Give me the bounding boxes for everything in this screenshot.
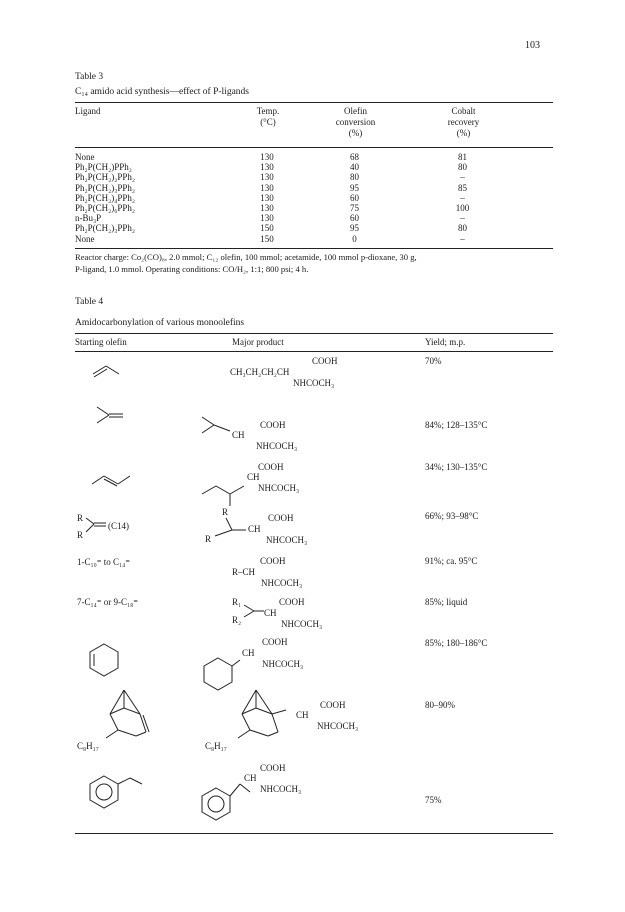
olefin-label-1: Olefin: [344, 106, 367, 116]
olefin-label-2: conversion: [335, 117, 376, 127]
cell-olefin-conversion: 80: [350, 172, 359, 183]
table-row: [75, 193, 523, 203]
r3-cooh: COOH: [258, 462, 284, 472]
cell-cobalt-recovery: 81: [458, 152, 467, 162]
cobalt-label-3: (%): [456, 128, 471, 138]
phenethyl-structure: [200, 778, 250, 828]
table-row: [75, 183, 523, 193]
cell-ligand: Ph₂P(CH₂)₂PPh₂: [75, 172, 136, 183]
cell-cobalt-recovery: –: [460, 233, 465, 244]
cell-cobalt-recovery: 80: [458, 162, 467, 173]
table3-header-temp: [228, 106, 308, 128]
cell-temp: 130: [260, 162, 274, 173]
cell-olefin-conversion: 60: [350, 192, 359, 203]
r5-olefin: 1-C₁₀⁼ to C₁₄⁼: [77, 557, 131, 567]
r8-olefin-sub: C₈H₁₇: [77, 741, 99, 751]
r7-cooh: COOH: [262, 637, 288, 647]
r1-nhcoch3: NHCOCH₃: [293, 378, 335, 388]
temp-label: Temp.: [256, 106, 280, 116]
cell-olefin-conversion: 0: [352, 233, 357, 244]
r4-r-top: R: [77, 513, 84, 523]
table3-title: C₁₄ amido acid synthesis—effect of P-ligands: [75, 87, 249, 97]
r9-cooh: COOH: [260, 763, 286, 773]
table-row: [75, 213, 523, 223]
r6-yield: 85%; liquid: [425, 597, 468, 607]
cell-cobalt-recovery: 85: [458, 182, 467, 193]
table-row: [75, 152, 523, 162]
r2-nhcoch3: NHCOCH₃: [256, 441, 298, 451]
table3-header-rule: [75, 147, 553, 148]
r2-yield: 84%; 128–135°C: [425, 420, 488, 430]
cobalt-label-1: Cobalt: [451, 106, 476, 116]
sec-butyl-skeleton: [200, 478, 250, 508]
temp-unit: (°C): [260, 117, 276, 127]
table3-note: [75, 251, 555, 275]
cell-cobalt-recovery: –: [460, 172, 465, 183]
r8-yield: 80–90%: [425, 700, 455, 710]
table-row: [75, 223, 523, 233]
cell-ligand: None: [75, 233, 95, 244]
r3-yield: 34%; 130–135°C: [425, 462, 488, 472]
butene-structure: [90, 470, 140, 490]
r1-cooh: COOH: [312, 356, 338, 366]
r5-yield: 91%; ca. 95°C: [425, 556, 478, 566]
r3-ch: CH: [247, 472, 260, 482]
cell-ligand: Ph₂P(CH₂)₆PPh₂: [75, 203, 136, 214]
page-number: 103: [525, 40, 540, 51]
r4-ch: CH: [248, 524, 261, 534]
r5-rch: R–CH: [232, 567, 256, 577]
table3-label: Table 3: [75, 72, 104, 82]
table4-header-product: Major product: [232, 337, 284, 347]
r8-nhcoch3: NHCOCH₃: [317, 721, 359, 731]
cell-temp: 130: [260, 172, 274, 183]
r2-ch: CH: [232, 430, 245, 440]
cell-temp: 130: [260, 213, 274, 224]
table-row: [75, 234, 523, 244]
r8-product-sub: C₈H₁₇: [205, 741, 227, 751]
table-row: [75, 172, 523, 182]
r8-ch: CH: [296, 710, 309, 720]
table4-top-rule: [75, 333, 553, 334]
cell-ligand: n-Bu₃P: [75, 213, 102, 224]
cell-temp: 130: [260, 203, 274, 214]
r4-nhcoch3: NHCOCH₃: [266, 535, 308, 545]
r1-chain: CH₃CH₂CH₂CH: [230, 367, 290, 377]
table4-header-yield: Yield; m.p.: [425, 337, 466, 347]
table4-label: Table 4: [75, 297, 104, 307]
r7-yield: 85%; 180–186°C: [425, 638, 488, 648]
cell-temp: 130: [260, 152, 274, 162]
cell-temp: 130: [260, 182, 274, 193]
r7-nhcoch3: NHCOCH₃: [262, 659, 304, 669]
cyclohexyl-structure: [200, 652, 240, 692]
propene-structure: [90, 360, 130, 380]
cobalt-label-2: recovery: [447, 117, 480, 127]
table3-top-rule: [75, 102, 553, 103]
table3-header-ligand: Ligand: [75, 106, 101, 116]
cell-ligand: Ph₂P(CH₂)₄PPh₂: [75, 192, 136, 203]
table3-bottom-rule: [75, 248, 553, 249]
cyclohexene-structure: [86, 642, 122, 678]
cell-cobalt-recovery: 100: [455, 203, 470, 214]
branched-skeleton: [212, 516, 252, 541]
r4-r-prod-top: R: [222, 507, 229, 517]
cell-olefin-conversion: 40: [350, 162, 359, 173]
r6-r2: R₂: [232, 615, 242, 625]
r6-olefin: 7-C₁₄⁼ or 9-C₁₈⁼: [77, 597, 139, 607]
r5-nhcoch3: NHCOCH₃: [261, 578, 303, 588]
r2-cooh: COOH: [260, 420, 286, 430]
table4-bottom-rule: [75, 833, 553, 834]
r4-olefin-label: (C14): [108, 521, 129, 531]
olefin-label-3: (%): [348, 128, 363, 138]
table3-note-line2: P-ligand, 1.0 mmol. Operating conditions: CO/H₂, 1:1; 800 psi; 4 h.: [75, 264, 309, 274]
r7-ch: CH: [242, 648, 255, 658]
table4-header-rule: [75, 351, 553, 352]
r6-nhcoch3: NHCOCH₃: [281, 619, 323, 629]
styrene-structure: [88, 770, 148, 810]
cell-olefin-conversion: 75: [350, 203, 359, 214]
cell-ligand: None: [75, 152, 95, 162]
r4-r-bottom: R: [77, 530, 84, 540]
cell-olefin-conversion: 60: [350, 213, 359, 224]
r6-ch: CH: [264, 608, 277, 618]
cell-temp: 150: [260, 233, 274, 244]
table3-header-olefin: [308, 106, 403, 139]
cell-cobalt-recovery: –: [460, 213, 465, 224]
cell-olefin-conversion: 68: [350, 152, 359, 162]
norbornene-structure: [96, 688, 156, 743]
table4-header-olefin: Starting olefin: [75, 337, 127, 347]
r4-yield: 66%; 93–98°C: [425, 511, 479, 521]
cell-cobalt-recovery: –: [460, 192, 465, 203]
r5-cooh: COOH: [260, 556, 286, 566]
cell-ligand: Ph₂P(CH₂)PPh₂: [75, 162, 132, 173]
r4-r-prod-bottom: R: [205, 534, 212, 544]
r9-yield: 75%: [425, 795, 442, 805]
cell-cobalt-recovery: 80: [458, 223, 467, 234]
isobutylene-structure: [95, 404, 135, 429]
table-row: [75, 162, 523, 172]
table3-header-cobalt: [403, 106, 524, 139]
table3-body: [75, 152, 523, 244]
r9-ch: CH: [244, 773, 257, 783]
cell-olefin-conversion: 95: [350, 223, 359, 234]
r4-cooh: COOH: [268, 513, 294, 523]
r6-cooh: COOH: [279, 597, 305, 607]
r6-r1: R₁: [232, 597, 242, 607]
cell-ligand: Ph₂P(CH₂)₃PPh₂: [75, 182, 136, 193]
cell-temp: 150: [260, 223, 274, 234]
table3-note-line1: Reactor charge: Co₂(CO)₈, 2.0 mmol; C₁₂ olefin, 100 mmol; acetamide, 100 mmol p-dioxane, 30 g,: [75, 252, 417, 262]
r8-cooh: COOH: [320, 700, 346, 710]
cell-olefin-conversion: 95: [350, 182, 359, 193]
cell-ligand: Ph₂P(CH₂)₃PPh₂: [75, 223, 136, 234]
r9-nhcoch3: NHCOCH₃: [260, 784, 302, 794]
r3-nhcoch3: NHCOCH₃: [258, 483, 300, 493]
cell-temp: 130: [260, 192, 274, 203]
table-row: [75, 203, 523, 213]
r1-yield: 70%: [425, 356, 442, 366]
table4-title: Amidocarbonylation of various monoolefins: [75, 318, 245, 328]
norbornyl-structure: [228, 688, 298, 743]
